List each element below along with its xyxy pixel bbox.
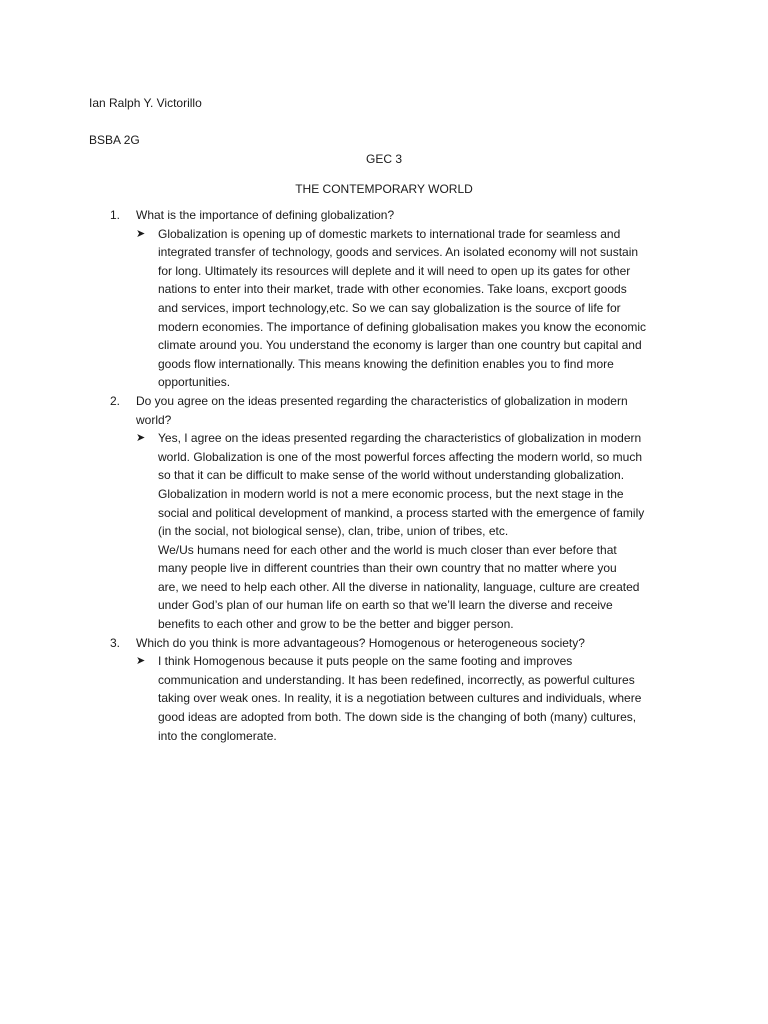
- question-text: Do you agree on the ideas presented regarding the characteristics of globalization in modern world?: [136, 393, 628, 427]
- answer-text: I think Homogenous because it puts people on the same footing and improves communication and understanding. It has been redefined, incorrectly, as powerful cultures taking over weak ones. In reality, it is a negotiation between cultures and individuals, where good ideas are adopted from both. The down side is the changing of both (many) cultures, into the conglomerate.: [158, 654, 642, 743]
- answer-block: [136, 652, 690, 745]
- arrow-bullet-icon: ➤: [136, 655, 146, 668]
- answer-text: Globalization is opening up of domestic markets to international trade for seamless and integrated transfer of technology, goods and services. An isolated economy will not sustain for long. Ultimately its resources will deplete and it will need to open up its gates for other nations to enter into their market, trade with other economies. Take loans, excport goods and services, import technology,etc. So we can say globalization is the source of life for modern economies. The importance of defining globalisation makes you know the economic climate around you. You understand the economy is larger than one country but capital and goods flow internationally. This means knowing the definition enables you to find more opportunities.: [158, 226, 647, 390]
- question-item-2: [110, 392, 690, 634]
- arrow-bullet-icon: ➤: [136, 432, 146, 445]
- course-code: GEC 3: [365, 152, 402, 166]
- answer-block: [136, 225, 690, 392]
- question-number: 3.: [110, 635, 121, 650]
- question-text: Which do you think is more advantageous? Homogenous or heterogeneous society?: [136, 635, 585, 650]
- section-label: BSBA 2G: [89, 133, 140, 147]
- answer-block: [136, 429, 690, 634]
- answer-text: Yes, I agree on the ideas presented regarding the characteristics of globalization in modern world. Globalization is one of the most powerful forces affecting the modern world, so much so that it can be difficult to make sense of the world without understanding globalization. Globalization in modern world is not a mere economic process, but the next stage in the social and political development of mankind, a process started with the emergence of family (in the social, not biological sense), clan, tribe, union of tribes, etc. We/Us humans need for each other and the world is much closer than ever before that many people live in different countries than their own country that no matter where you are, we need to help each other. All the diverse in nationality, language, culture are created under God’s plan of our human life on earth so that we’ll learn the diverse and receive benefits to each other and grow to be the better and bigger person.: [158, 431, 645, 632]
- question-item-1: [110, 206, 690, 392]
- question-text: What is the importance of defining globalization?: [136, 208, 395, 222]
- question-list: [110, 206, 690, 745]
- question-item-3: [110, 634, 690, 746]
- question-number: 1.: [110, 208, 121, 222]
- arrow-bullet-icon: ➤: [136, 227, 146, 240]
- author-name: Ian Ralph Y. Victorillo: [89, 96, 202, 110]
- document-title: THE CONTEMPORARY WORLD: [295, 182, 473, 196]
- question-number: 2.: [110, 393, 121, 408]
